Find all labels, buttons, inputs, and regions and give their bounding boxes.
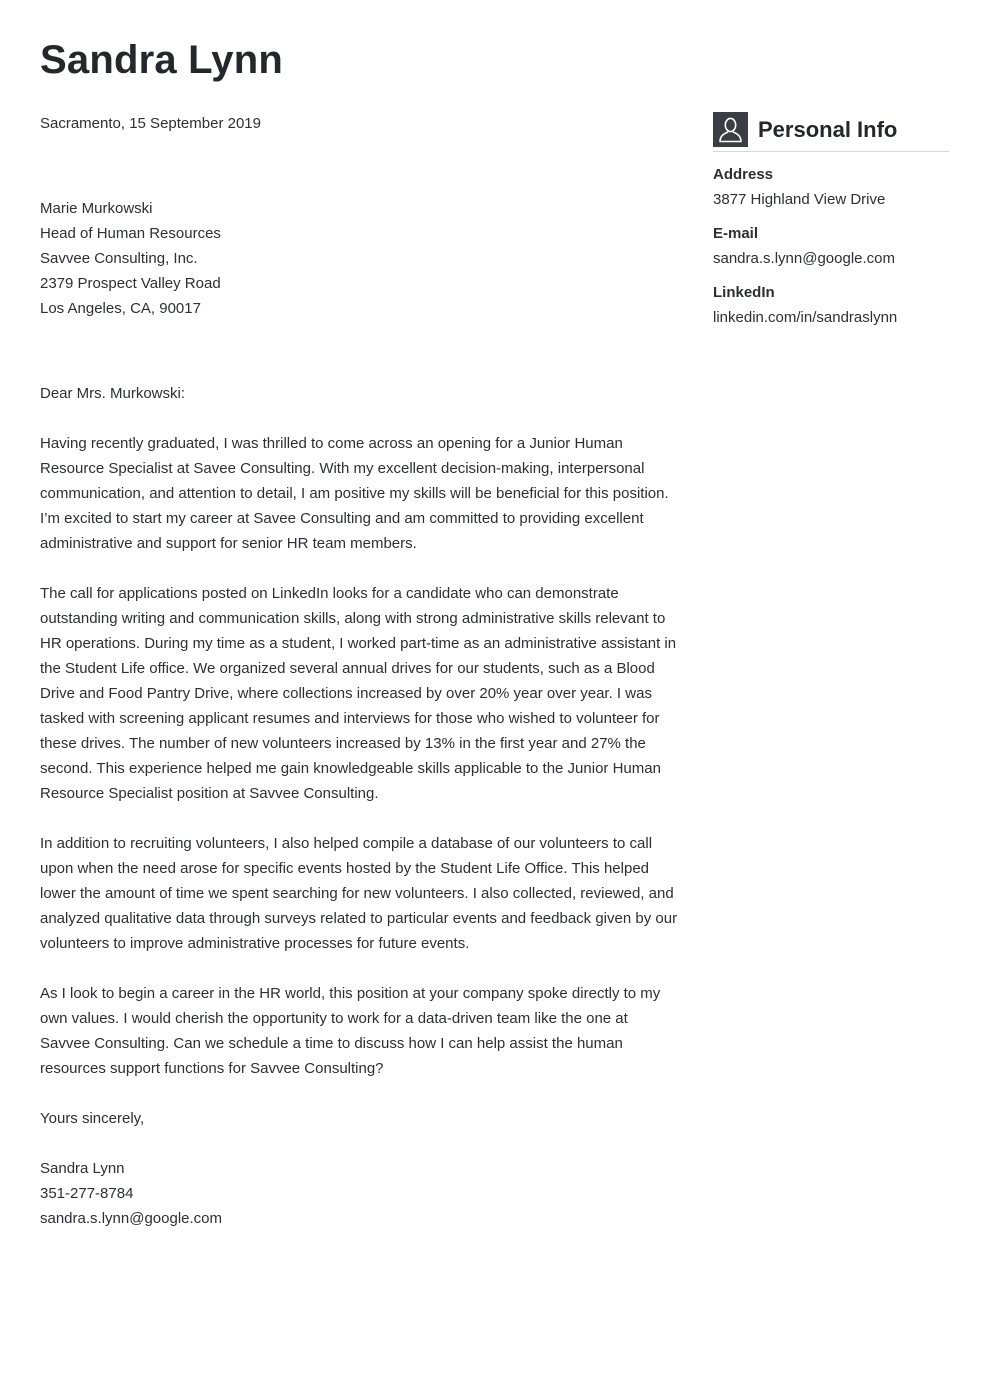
letter-date: Sacramento, 15 September 2019 — [40, 115, 261, 132]
signature-email: sandra.s.lynn@google.com — [40, 1210, 222, 1227]
body-paragraph-3: In addition to recruiting volunteers, I also helped compile a database of our volunteers to call upon when the need arose for specific events hosted by the Student Life Office. This helped lower the amount of time we spent searching for new volunteers. I also collected, reviewed, and analyzed qualitative data through surveys related to particular events and feedback given by our volunteers to improve administrative processes for future events. — [40, 835, 678, 952]
recipient-city: Los Angeles, CA, 90017 — [40, 300, 201, 317]
closing: Yours sincerely, — [40, 1110, 145, 1127]
signature-block — [40, 1156, 680, 1231]
email-value: sandra.s.lynn@google.com — [713, 250, 895, 267]
letter-body — [40, 111, 680, 1231]
applicant-name: Sandra Lynn — [40, 38, 283, 82]
user-icon — [713, 112, 748, 147]
recipient-block — [40, 196, 680, 321]
recipient-street: 2379 Prospect Valley Road — [40, 275, 221, 292]
body-paragraph-4: As I look to begin a career in the HR world, this position at your company spoke directly to my own values. I would cherish the opportunity to work for a data-driven team like the one at Savvee Consulting. Can we schedule a time to discuss how I can help assist the human resources support functions for Savvee Consulting? — [40, 985, 661, 1077]
body-paragraph-1: Having recently graduated, I was thrilled to come across an opening for a Junior Human Resource Specialist at Savee Consulting. With my excellent decision-making, interpersonal communication, and attention to detail, I am positive my skills will be beneficial for this position. I’m excited to start my career at Savee Consulting and am committed to providing excellent administrative and support for senior HR team members. — [40, 435, 669, 552]
salutation: Dear Mrs. Murkowski: — [40, 385, 186, 402]
personal-info-header — [713, 112, 949, 152]
email-label: E-mail — [713, 225, 759, 242]
body-paragraph-2: The call for applications posted on LinkedIn looks for a candidate who can demonstrate outstanding writing and communication skills, along with strong administrative skills relevant to HR operations. During my time as a student, I worked part-time as an administrative assistant in the Student Life office. We organized several annual drives for our students, such as a Blood Drive and Food Pantry Drive, where collections increased by over 20% year over year. I was tasked with screening applicant resumes and interviews for those who wished to volunteer for these drives. The number of new volunteers increased by 13% in the first year and 27% the second. This experience helped me gain knowledgeable skills applicable to the Junior Human Resource Specialist position at Savvee Consulting. — [40, 585, 677, 802]
signature-phone: 351-277-8784 — [40, 1185, 134, 1202]
address-label: Address — [713, 166, 774, 183]
recipient-name: Marie Murkowski — [40, 200, 153, 217]
linkedin-label: LinkedIn — [713, 284, 775, 301]
recipient-title: Head of Human Resources — [40, 225, 221, 242]
recipient-company: Savvee Consulting, Inc. — [40, 250, 198, 267]
personal-info-sidebar — [713, 112, 949, 328]
personal-info-title: Personal Info — [758, 117, 898, 142]
signature-name: Sandra Lynn — [40, 1160, 125, 1177]
address-value: 3877 Highland View Drive — [713, 191, 886, 208]
linkedin-value: linkedin.com/in/sandraslynn — [713, 309, 898, 326]
